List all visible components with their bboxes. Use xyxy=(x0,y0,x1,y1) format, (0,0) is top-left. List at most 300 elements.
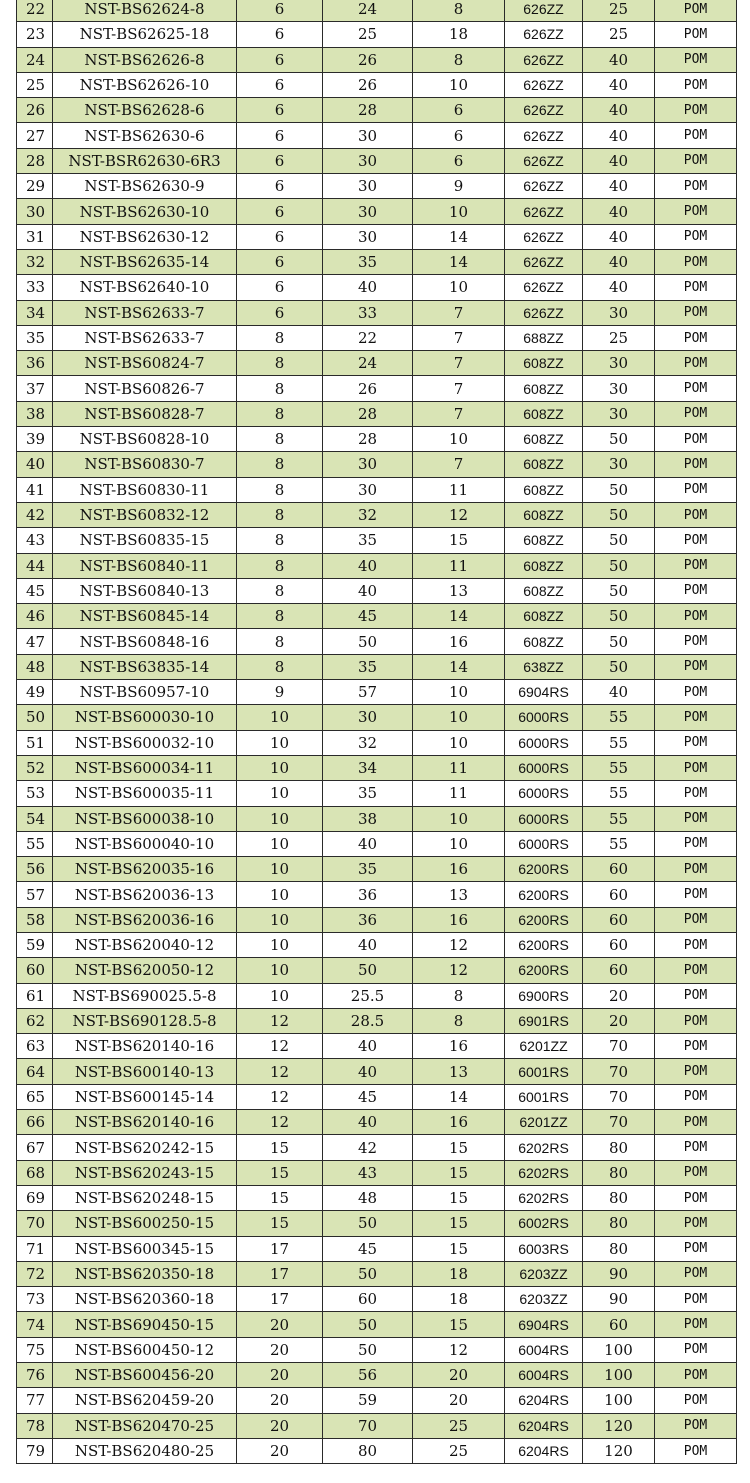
load-value-cell: 25 xyxy=(583,325,655,350)
part-number-cell: NST-BSR62630-6R3 xyxy=(53,148,237,173)
material-cell: POM xyxy=(655,1337,737,1362)
bearing-model-cell: 6000RS xyxy=(505,730,583,755)
inner-diameter-cell: 8 xyxy=(237,553,323,578)
part-number-cell: NST-BS60840-13 xyxy=(53,578,237,603)
material-cell: POM xyxy=(655,1388,737,1413)
part-number-cell: NST-BS620242-15 xyxy=(53,1135,237,1160)
width-cell: 18 xyxy=(413,1261,505,1286)
material-cell: POM xyxy=(655,477,737,502)
bearing-model-cell: 6002RS xyxy=(505,1211,583,1236)
table-row xyxy=(17,831,737,856)
table-row xyxy=(17,857,737,882)
bearing-model-cell: 6200RS xyxy=(505,907,583,932)
part-number-cell: NST-BS63835-14 xyxy=(53,654,237,679)
width-cell: 9 xyxy=(413,174,505,199)
width-cell: 10 xyxy=(413,72,505,97)
outer-diameter-cell: 40 xyxy=(323,831,413,856)
part-number-cell: NST-BS620459-20 xyxy=(53,1388,237,1413)
part-number-cell: NST-BS62633-7 xyxy=(53,325,237,350)
width-cell: 7 xyxy=(413,325,505,350)
material-cell: POM xyxy=(655,857,737,882)
table-row xyxy=(17,553,737,578)
part-number-cell: NST-BS620243-15 xyxy=(53,1160,237,1185)
bearing-model-cell: 6201ZZ xyxy=(505,1034,583,1059)
load-value-cell: 50 xyxy=(583,629,655,654)
load-value-cell: 30 xyxy=(583,300,655,325)
row-number-cell: 70 xyxy=(17,1211,53,1236)
material-cell: POM xyxy=(655,300,737,325)
table-row xyxy=(17,654,737,679)
bearing-model-cell: 6904RS xyxy=(505,680,583,705)
table-row xyxy=(17,148,737,173)
inner-diameter-cell: 8 xyxy=(237,528,323,553)
inner-diameter-cell: 17 xyxy=(237,1261,323,1286)
outer-diameter-cell: 32 xyxy=(323,730,413,755)
bearing-model-cell: 626ZZ xyxy=(505,174,583,199)
inner-diameter-cell: 10 xyxy=(237,932,323,957)
table-row xyxy=(17,1388,737,1413)
table-row xyxy=(17,224,737,249)
material-cell: POM xyxy=(655,654,737,679)
material-cell: POM xyxy=(655,1160,737,1185)
load-value-cell: 90 xyxy=(583,1287,655,1312)
material-cell: POM xyxy=(655,401,737,426)
load-value-cell: 30 xyxy=(583,351,655,376)
outer-diameter-cell: 28.5 xyxy=(323,1008,413,1033)
row-number-cell: 79 xyxy=(17,1438,53,1463)
inner-diameter-cell: 8 xyxy=(237,578,323,603)
inner-diameter-cell: 17 xyxy=(237,1287,323,1312)
material-cell: POM xyxy=(655,781,737,806)
load-value-cell: 120 xyxy=(583,1413,655,1438)
material-cell: POM xyxy=(655,72,737,97)
load-value-cell: 60 xyxy=(583,932,655,957)
table-row xyxy=(17,1059,737,1084)
part-number-cell: NST-BS620480-25 xyxy=(53,1438,237,1463)
outer-diameter-cell: 35 xyxy=(323,528,413,553)
table-row xyxy=(17,983,737,1008)
load-value-cell: 40 xyxy=(583,680,655,705)
outer-diameter-cell: 40 xyxy=(323,553,413,578)
material-cell: POM xyxy=(655,376,737,401)
table-row xyxy=(17,755,737,780)
table-row xyxy=(17,705,737,730)
row-number-cell: 56 xyxy=(17,857,53,882)
load-value-cell: 30 xyxy=(583,376,655,401)
bearing-model-cell: 608ZZ xyxy=(505,528,583,553)
load-value-cell: 25 xyxy=(583,22,655,47)
row-number-cell: 57 xyxy=(17,882,53,907)
part-number-cell: NST-BS620035-16 xyxy=(53,857,237,882)
bearing-model-cell: 626ZZ xyxy=(505,47,583,72)
inner-diameter-cell: 20 xyxy=(237,1388,323,1413)
bearing-model-cell: 626ZZ xyxy=(505,0,583,22)
width-cell: 16 xyxy=(413,907,505,932)
width-cell: 12 xyxy=(413,1337,505,1362)
outer-diameter-cell: 28 xyxy=(323,427,413,452)
table-row xyxy=(17,1312,737,1337)
material-cell: POM xyxy=(655,882,737,907)
row-number-cell: 30 xyxy=(17,199,53,224)
bearing-model-cell: 6901RS xyxy=(505,1008,583,1033)
table-row xyxy=(17,1008,737,1033)
part-number-cell: NST-BS600034-11 xyxy=(53,755,237,780)
row-number-cell: 45 xyxy=(17,578,53,603)
part-number-cell: NST-BS62630-9 xyxy=(53,174,237,199)
load-value-cell: 30 xyxy=(583,401,655,426)
inner-diameter-cell: 10 xyxy=(237,781,323,806)
material-cell: POM xyxy=(655,806,737,831)
width-cell: 7 xyxy=(413,300,505,325)
table-row xyxy=(17,1160,737,1185)
width-cell: 18 xyxy=(413,1287,505,1312)
bearing-model-cell: 6204RS xyxy=(505,1388,583,1413)
width-cell: 13 xyxy=(413,882,505,907)
bearing-model-cell: 608ZZ xyxy=(505,629,583,654)
bearing-model-cell: 6000RS xyxy=(505,705,583,730)
part-number-cell: NST-BS600250-15 xyxy=(53,1211,237,1236)
material-cell: POM xyxy=(655,755,737,780)
part-number-cell: NST-BS600038-10 xyxy=(53,806,237,831)
part-number-cell: NST-BS620248-15 xyxy=(53,1185,237,1210)
width-cell: 6 xyxy=(413,123,505,148)
bearing-model-cell: 626ZZ xyxy=(505,199,583,224)
material-cell: POM xyxy=(655,98,737,123)
load-value-cell: 20 xyxy=(583,1008,655,1033)
inner-diameter-cell: 15 xyxy=(237,1185,323,1210)
load-value-cell: 50 xyxy=(583,578,655,603)
outer-diameter-cell: 45 xyxy=(323,604,413,629)
width-cell: 8 xyxy=(413,1008,505,1033)
part-number-cell: NST-BS62630-12 xyxy=(53,224,237,249)
part-number-cell: NST-BS60848-16 xyxy=(53,629,237,654)
width-cell: 14 xyxy=(413,1084,505,1109)
inner-diameter-cell: 8 xyxy=(237,629,323,654)
material-cell: POM xyxy=(655,604,737,629)
part-number-cell: NST-BS600140-13 xyxy=(53,1059,237,1084)
inner-diameter-cell: 20 xyxy=(237,1413,323,1438)
bearing-model-cell: 6202RS xyxy=(505,1160,583,1185)
load-value-cell: 100 xyxy=(583,1388,655,1413)
row-number-cell: 50 xyxy=(17,705,53,730)
outer-diameter-cell: 30 xyxy=(323,477,413,502)
outer-diameter-cell: 30 xyxy=(323,174,413,199)
inner-diameter-cell: 12 xyxy=(237,1008,323,1033)
outer-diameter-cell: 40 xyxy=(323,1110,413,1135)
inner-diameter-cell: 10 xyxy=(237,730,323,755)
table-row xyxy=(17,730,737,755)
width-cell: 15 xyxy=(413,528,505,553)
outer-diameter-cell: 26 xyxy=(323,376,413,401)
row-number-cell: 38 xyxy=(17,401,53,426)
part-number-cell: NST-BS60826-7 xyxy=(53,376,237,401)
material-cell: POM xyxy=(655,325,737,350)
width-cell: 16 xyxy=(413,1034,505,1059)
outer-diameter-cell: 24 xyxy=(323,351,413,376)
load-value-cell: 55 xyxy=(583,806,655,831)
material-cell: POM xyxy=(655,199,737,224)
table-row xyxy=(17,680,737,705)
bearing-model-cell: 6000RS xyxy=(505,806,583,831)
inner-diameter-cell: 6 xyxy=(237,0,323,22)
inner-diameter-cell: 6 xyxy=(237,275,323,300)
table-row xyxy=(17,275,737,300)
width-cell: 10 xyxy=(413,680,505,705)
width-cell: 16 xyxy=(413,1110,505,1135)
outer-diameter-cell: 45 xyxy=(323,1084,413,1109)
inner-diameter-cell: 10 xyxy=(237,983,323,1008)
width-cell: 20 xyxy=(413,1363,505,1388)
width-cell: 8 xyxy=(413,983,505,1008)
material-cell: POM xyxy=(655,1034,737,1059)
table-row xyxy=(17,401,737,426)
width-cell: 16 xyxy=(413,857,505,882)
part-number-cell: NST-BS620040-12 xyxy=(53,932,237,957)
inner-diameter-cell: 9 xyxy=(237,680,323,705)
bearing-model-cell: 6001RS xyxy=(505,1059,583,1084)
width-cell: 12 xyxy=(413,502,505,527)
width-cell: 10 xyxy=(413,427,505,452)
row-number-cell: 68 xyxy=(17,1160,53,1185)
material-cell: POM xyxy=(655,705,737,730)
table-row xyxy=(17,199,737,224)
load-value-cell: 40 xyxy=(583,47,655,72)
material-cell: POM xyxy=(655,958,737,983)
material-cell: POM xyxy=(655,22,737,47)
inner-diameter-cell: 10 xyxy=(237,882,323,907)
bearing-model-cell: 6204RS xyxy=(505,1438,583,1463)
table-row xyxy=(17,376,737,401)
bearing-model-cell: 6004RS xyxy=(505,1363,583,1388)
load-value-cell: 100 xyxy=(583,1363,655,1388)
part-number-cell: NST-BS62626-8 xyxy=(53,47,237,72)
inner-diameter-cell: 6 xyxy=(237,199,323,224)
outer-diameter-cell: 22 xyxy=(323,325,413,350)
bearing-model-cell: 608ZZ xyxy=(505,427,583,452)
inner-diameter-cell: 8 xyxy=(237,502,323,527)
width-cell: 25 xyxy=(413,1413,505,1438)
part-number-cell: NST-BS60830-11 xyxy=(53,477,237,502)
table-body xyxy=(17,0,737,1464)
load-value-cell: 55 xyxy=(583,730,655,755)
outer-diameter-cell: 34 xyxy=(323,755,413,780)
inner-diameter-cell: 8 xyxy=(237,427,323,452)
bearing-model-cell: 626ZZ xyxy=(505,72,583,97)
outer-diameter-cell: 48 xyxy=(323,1185,413,1210)
load-value-cell: 60 xyxy=(583,1312,655,1337)
material-cell: POM xyxy=(655,528,737,553)
inner-diameter-cell: 12 xyxy=(237,1110,323,1135)
bearing-model-cell: 6904RS xyxy=(505,1312,583,1337)
width-cell: 10 xyxy=(413,806,505,831)
load-value-cell: 70 xyxy=(583,1059,655,1084)
width-cell: 16 xyxy=(413,629,505,654)
bearing-model-cell: 6900RS xyxy=(505,983,583,1008)
outer-diameter-cell: 40 xyxy=(323,932,413,957)
outer-diameter-cell: 50 xyxy=(323,1312,413,1337)
outer-diameter-cell: 50 xyxy=(323,958,413,983)
outer-diameter-cell: 59 xyxy=(323,1388,413,1413)
load-value-cell: 80 xyxy=(583,1211,655,1236)
table-row xyxy=(17,1337,737,1362)
row-number-cell: 29 xyxy=(17,174,53,199)
part-number-cell: NST-BS62626-10 xyxy=(53,72,237,97)
row-number-cell: 35 xyxy=(17,325,53,350)
outer-diameter-cell: 35 xyxy=(323,654,413,679)
table-row xyxy=(17,325,737,350)
outer-diameter-cell: 30 xyxy=(323,224,413,249)
width-cell: 14 xyxy=(413,249,505,274)
row-number-cell: 25 xyxy=(17,72,53,97)
material-cell: POM xyxy=(655,1059,737,1084)
inner-diameter-cell: 8 xyxy=(237,604,323,629)
inner-diameter-cell: 6 xyxy=(237,174,323,199)
inner-diameter-cell: 8 xyxy=(237,477,323,502)
material-cell: POM xyxy=(655,275,737,300)
row-number-cell: 51 xyxy=(17,730,53,755)
part-number-cell: NST-BS600145-14 xyxy=(53,1084,237,1109)
table-row xyxy=(17,1084,737,1109)
part-number-cell: NST-BS60845-14 xyxy=(53,604,237,629)
bearing-model-cell: 608ZZ xyxy=(505,351,583,376)
row-number-cell: 39 xyxy=(17,427,53,452)
row-number-cell: 67 xyxy=(17,1135,53,1160)
material-cell: POM xyxy=(655,831,737,856)
bearing-model-cell: 608ZZ xyxy=(505,502,583,527)
material-cell: POM xyxy=(655,351,737,376)
table-row xyxy=(17,249,737,274)
outer-diameter-cell: 25 xyxy=(323,22,413,47)
bearing-model-cell: 688ZZ xyxy=(505,325,583,350)
outer-diameter-cell: 50 xyxy=(323,629,413,654)
material-cell: POM xyxy=(655,907,737,932)
material-cell: POM xyxy=(655,1110,737,1135)
row-number-cell: 53 xyxy=(17,781,53,806)
row-number-cell: 55 xyxy=(17,831,53,856)
bearing-model-cell: 608ZZ xyxy=(505,376,583,401)
part-number-cell: NST-BS600450-12 xyxy=(53,1337,237,1362)
outer-diameter-cell: 36 xyxy=(323,882,413,907)
inner-diameter-cell: 6 xyxy=(237,148,323,173)
inner-diameter-cell: 10 xyxy=(237,907,323,932)
table-row xyxy=(17,629,737,654)
material-cell: POM xyxy=(655,47,737,72)
inner-diameter-cell: 8 xyxy=(237,376,323,401)
load-value-cell: 90 xyxy=(583,1261,655,1286)
material-cell: POM xyxy=(655,148,737,173)
outer-diameter-cell: 26 xyxy=(323,47,413,72)
material-cell: POM xyxy=(655,224,737,249)
row-number-cell: 23 xyxy=(17,22,53,47)
row-number-cell: 42 xyxy=(17,502,53,527)
material-cell: POM xyxy=(655,1363,737,1388)
table-row xyxy=(17,781,737,806)
load-value-cell: 50 xyxy=(583,604,655,629)
part-number-cell: NST-BS62630-6 xyxy=(53,123,237,148)
load-value-cell: 60 xyxy=(583,857,655,882)
bearing-model-cell: 626ZZ xyxy=(505,224,583,249)
material-cell: POM xyxy=(655,1185,737,1210)
row-number-cell: 49 xyxy=(17,680,53,705)
row-number-cell: 64 xyxy=(17,1059,53,1084)
outer-diameter-cell: 50 xyxy=(323,1211,413,1236)
load-value-cell: 55 xyxy=(583,705,655,730)
row-number-cell: 60 xyxy=(17,958,53,983)
row-number-cell: 73 xyxy=(17,1287,53,1312)
table-row xyxy=(17,351,737,376)
material-cell: POM xyxy=(655,1438,737,1463)
load-value-cell: 100 xyxy=(583,1337,655,1362)
row-number-cell: 66 xyxy=(17,1110,53,1135)
bearing-model-cell: 6200RS xyxy=(505,857,583,882)
table-row xyxy=(17,1185,737,1210)
part-number-cell: NST-BS600040-10 xyxy=(53,831,237,856)
row-number-cell: 33 xyxy=(17,275,53,300)
inner-diameter-cell: 20 xyxy=(237,1438,323,1463)
part-number-cell: NST-BS600345-15 xyxy=(53,1236,237,1261)
material-cell: POM xyxy=(655,427,737,452)
row-number-cell: 46 xyxy=(17,604,53,629)
outer-diameter-cell: 30 xyxy=(323,452,413,477)
table-row xyxy=(17,300,737,325)
part-number-cell: NST-BS60824-7 xyxy=(53,351,237,376)
row-number-cell: 41 xyxy=(17,477,53,502)
part-number-cell: NST-BS62630-10 xyxy=(53,199,237,224)
material-cell: POM xyxy=(655,578,737,603)
width-cell: 15 xyxy=(413,1185,505,1210)
inner-diameter-cell: 12 xyxy=(237,1034,323,1059)
width-cell: 7 xyxy=(413,351,505,376)
bearing-model-cell: 6204RS xyxy=(505,1413,583,1438)
table-row xyxy=(17,528,737,553)
material-cell: POM xyxy=(655,983,737,1008)
row-number-cell: 40 xyxy=(17,452,53,477)
inner-diameter-cell: 6 xyxy=(237,249,323,274)
width-cell: 15 xyxy=(413,1160,505,1185)
width-cell: 6 xyxy=(413,148,505,173)
table-row xyxy=(17,907,737,932)
part-number-cell: NST-BS60832-12 xyxy=(53,502,237,527)
part-number-cell: NST-BS620350-18 xyxy=(53,1261,237,1286)
material-cell: POM xyxy=(655,1236,737,1261)
bearing-model-cell: 6202RS xyxy=(505,1135,583,1160)
row-number-cell: 28 xyxy=(17,148,53,173)
table-row xyxy=(17,958,737,983)
bearing-model-cell: 6202RS xyxy=(505,1185,583,1210)
width-cell: 8 xyxy=(413,47,505,72)
material-cell: POM xyxy=(655,452,737,477)
load-value-cell: 70 xyxy=(583,1034,655,1059)
width-cell: 10 xyxy=(413,831,505,856)
bearing-model-cell: 626ZZ xyxy=(505,300,583,325)
outer-diameter-cell: 35 xyxy=(323,781,413,806)
part-number-cell: NST-BS60830-7 xyxy=(53,452,237,477)
material-cell: POM xyxy=(655,502,737,527)
part-number-cell: NST-BS690450-15 xyxy=(53,1312,237,1337)
width-cell: 7 xyxy=(413,401,505,426)
inner-diameter-cell: 20 xyxy=(237,1312,323,1337)
part-number-cell: NST-BS60828-7 xyxy=(53,401,237,426)
row-number-cell: 44 xyxy=(17,553,53,578)
load-value-cell: 80 xyxy=(583,1160,655,1185)
material-cell: POM xyxy=(655,1261,737,1286)
material-cell: POM xyxy=(655,1008,737,1033)
row-number-cell: 47 xyxy=(17,629,53,654)
width-cell: 13 xyxy=(413,1059,505,1084)
material-cell: POM xyxy=(655,1084,737,1109)
load-value-cell: 70 xyxy=(583,1084,655,1109)
table-row xyxy=(17,578,737,603)
